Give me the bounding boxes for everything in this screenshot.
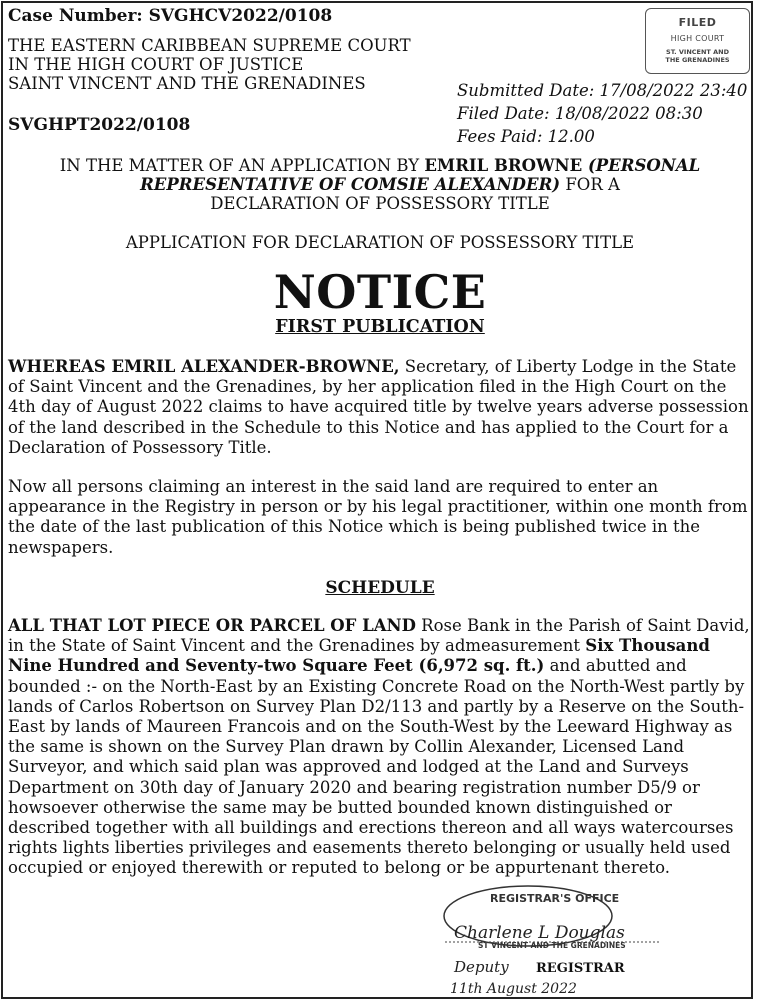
court-jurisdiction: SAINT VINCENT AND THE GRENADINES — [8, 74, 366, 93]
registrar-signature-block — [440, 880, 660, 998]
matter-role: REPRESENTATIVE OF COMSIE ALEXANDER) — [140, 175, 561, 194]
schedule-lead: ALL THAT LOT PIECE OR PARCEL OF LAND — [8, 616, 416, 635]
first-publication: FIRST PUBLICATION — [275, 317, 485, 337]
signature-name: Charlene L Douglas — [454, 923, 625, 943]
application-title: APPLICATION FOR DECLARATION OF POSSESSORY TITLE — [125, 233, 635, 252]
court-name: THE EASTERN CARIBBEAN SUPREME COURT — [8, 36, 411, 55]
matter-line-2 — [0, 175, 760, 194]
matter-for: FOR A — [560, 175, 620, 194]
filed-stamp-title: FILED — [678, 16, 717, 29]
land-area: Six Thousand Nine Hundred and Seventy-two Square Feet (6,972 sq. ft.) — [8, 636, 710, 676]
whereas-lead: WHEREAS EMRIL ALEXANDER-BROWNE, — [8, 357, 400, 376]
filed-stamp-subtitle: HIGH COURT — [670, 34, 725, 43]
signature-deputy: Deputy — [454, 958, 509, 976]
case-number: Case Number: SVGHCV2022/0108 — [8, 6, 333, 26]
filed-stamp — [645, 8, 750, 74]
whereas-body: Secretary, of Liberty Lodge in the State of Saint Vincent and the Grenadines, by her application filed in the High Court on the 4th day of August 2022 claims to have acquired title by twelve years adverse possession of the land described in the Schedule to this Notice and has applied to the Court for a Declaration of Possessory Title. — [8, 357, 749, 457]
registrar-stamp-bottom: ST VINCENT AND THE GRENADINES — [478, 941, 626, 950]
schedule-paragraph — [8, 616, 752, 879]
matter-role-start: (PERSONAL — [582, 156, 701, 175]
submitted-date: Submitted Date: 17/08/2022 23:40 — [457, 81, 748, 100]
signature-date: 11th August 2022 — [450, 981, 577, 997]
pt-number: SVGHPT2022/0108 — [8, 115, 191, 135]
schedule-body-2: and abutted and bounded :- on the North-East by an Existing Concrete Road on the North-West partly by lands of Carlos Robertson on Survey Plan D2/113 and partly by a Reserve on the South-East by lands of Maureen Francois and on the South-West by the Leeward Highway as the same is shown on the Survey Plan drawn by Collin Alexander, Licensed Land Surveyor, and which said plan was approved and lodged at the Land and Surveys Department on 30th day of January 2020 and bearing registration number D5/9 or howsoever otherwise the same may be butted bounded known distinguished or described together with all buildings and erections thereon and all ways watercourses rights lights liberties privileges and easements thereto belonging or usually held used occupied or enjoyed therewith or reputed to belong or be appurtenant thereto. — [8, 656, 745, 878]
fees-paid: Fees Paid: 12.00 — [457, 127, 595, 146]
filed-stamp-line2: THE GRENADINES — [665, 55, 730, 64]
matter-line-3: DECLARATION OF POSSESSORY TITLE — [210, 194, 550, 213]
filed-stamp-line1: ST. VINCENT AND — [666, 48, 729, 56]
schedule-heading: SCHEDULE — [325, 578, 435, 598]
registrar-office-text: REGISTRAR'S OFFICE — [490, 892, 620, 905]
notice-heading: NOTICE — [273, 265, 487, 319]
matter-prefix: IN THE MATTER OF AN APPLICATION BY — [59, 156, 425, 175]
whereas-paragraph — [8, 357, 752, 458]
claims-paragraph: Now all persons claiming an interest in the said land are required to enter an appearance in the Registry in person or by his legal practitioner, within one month from the date of the last publication of this Notice which is being published twice in the newspapers. — [8, 477, 748, 557]
matter-line-1 — [0, 156, 760, 175]
applicant-name: EMRIL BROWNE — [424, 156, 583, 175]
schedule-body-1: Rose Bank in the Parish of Saint David, in the State of Saint Vincent and the Grenadines by admeasurement — [8, 616, 750, 656]
registrar-title: REGISTRAR — [536, 961, 625, 976]
court-division: IN THE HIGH COURT OF JUSTICE — [8, 55, 304, 74]
registrar-stamp — [440, 880, 660, 998]
filed-date: Filed Date: 18/08/2022 08:30 — [457, 104, 703, 123]
